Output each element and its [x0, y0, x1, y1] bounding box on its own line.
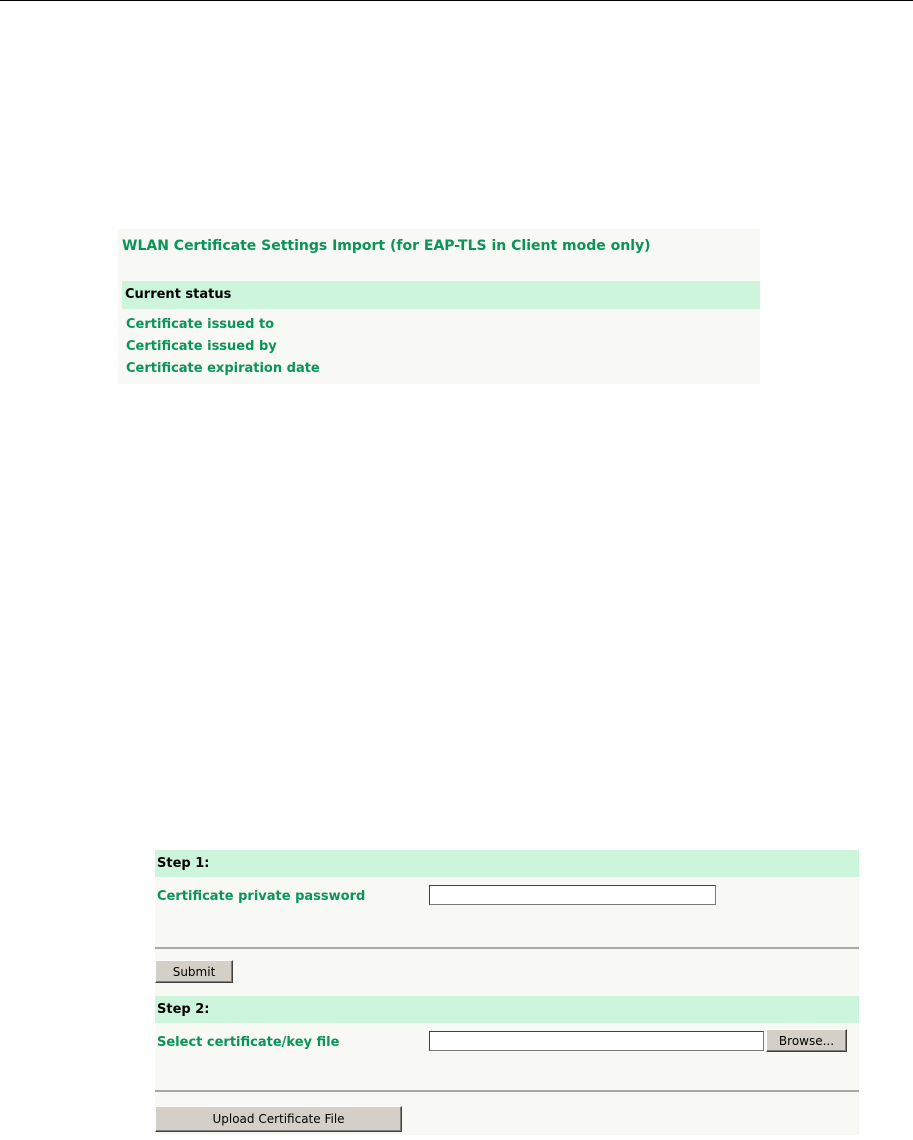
- certificate-import-panel: [155, 850, 859, 1135]
- certificate-status-panel: [118, 229, 760, 384]
- browse-button[interactable]: Browse...: [766, 1029, 847, 1052]
- submit-button[interactable]: Submit: [155, 960, 233, 983]
- private-password-input[interactable]: [429, 885, 716, 905]
- certificate-expiration-date-label: Certificate expiration date: [126, 361, 320, 376]
- step2-divider: [155, 1090, 859, 1092]
- upload-certificate-button[interactable]: Upload Certificate File: [155, 1106, 402, 1132]
- panel-title: WLAN Certificate Settings Import (for EAP-TLS in Client mode only): [122, 238, 651, 254]
- step1-label: Step 1:: [157, 856, 210, 871]
- step1-header: [155, 850, 859, 877]
- current-status-header: [122, 281, 760, 309]
- certificate-issued-by-label: Certificate issued by: [126, 339, 277, 354]
- certificate-issued-to-label: Certificate issued to: [126, 317, 275, 332]
- step1-divider: [155, 947, 859, 949]
- current-status-label: Current status: [125, 287, 232, 302]
- step2-header: [155, 996, 859, 1023]
- certificate-file-input[interactable]: [429, 1031, 764, 1051]
- page-top-rule: [0, 0, 913, 1]
- private-password-label: Certificate private password: [157, 889, 366, 904]
- step2-label: Step 2:: [157, 1002, 210, 1017]
- certificate-file-label: Select certificate/key file: [157, 1035, 340, 1050]
